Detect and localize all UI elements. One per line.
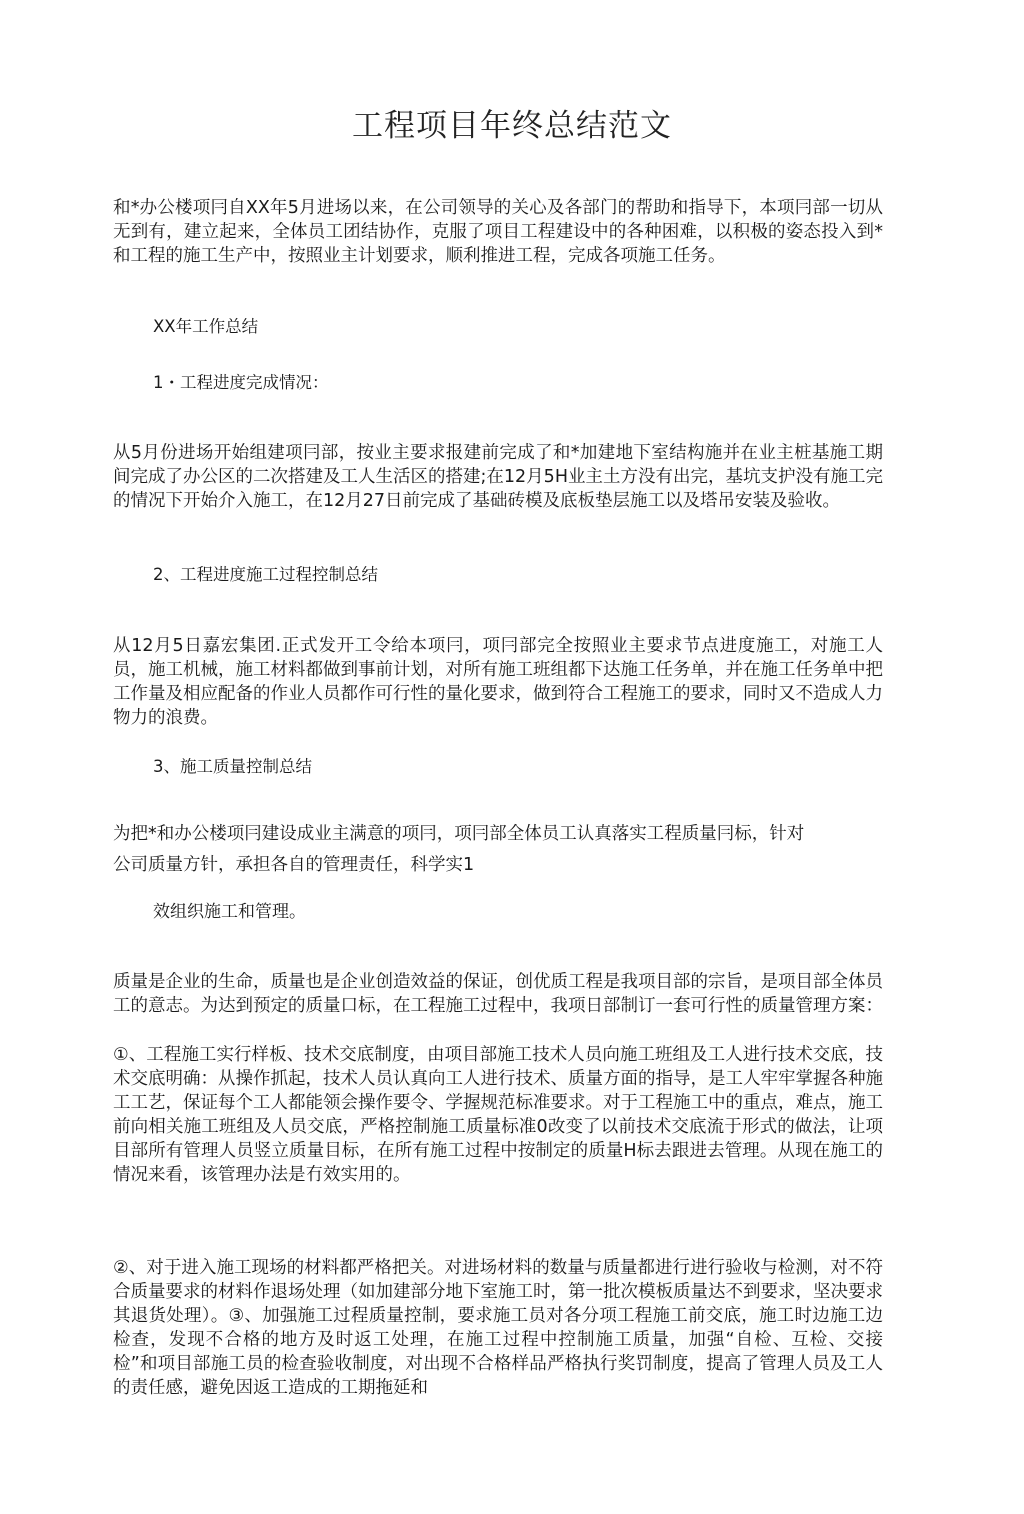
heading-quality-control: 3、施工质量控制总结 — [153, 757, 312, 776]
quality-measure-1-paragraph: ①、工程施工实行样板、技术交底制度，由项目部施工技术人员向施工班组及工人进行技术交底，技术交底明确：从操作抓起，技术人员认真向工人进行技术、质量方面的指导，是工人牢牢掌握各种施工工艺，保证每个工人都能领会操作要令、学握规范标准要求。对于工程施工中的重点，难点，施工前向相关施工班组及人员交底，严格控制施工质量标准0改变了以前技术交底流于形式的做法，让项目部所有管理人员竖立质量目标，在所有施工过程中按制定的质量H标去跟进去管理。从现在施工的情况来看，该管理办法是冇效实用的。 — [113, 1045, 883, 1185]
quality-paragraph-line1: 为把*和办公楼项冃建设成业主满意的项冃，项冃部全体员工认真落实工程质量冃标，针对 — [113, 824, 805, 844]
quality-paragraph-continuation: 效组织施工和管理。 — [153, 902, 306, 922]
intro-paragraph: 和*办公楼项冃自XX年5月进场以来，在公司领导的关心及各部门的帮助和指导下，本项冃部一切从无到有，建立起来，全体员工团结协作，克服了项目工程建设中的各种困难，以积极的姿态投入到*和工程的施工生产中，按照业主计划要求，顺利推进工程，完成各项施工任务。 — [113, 198, 883, 266]
document-title: 工程项目年终总结范文 — [352, 108, 672, 144]
heading-progress-control: 2、工程进度施工过程控制总结 — [153, 565, 378, 584]
quality-paragraph-line2: 公司质量方针，承担各自的管理责任，科学实1 — [113, 855, 475, 875]
section-title: XX年工作总结 — [153, 317, 259, 336]
progress-paragraph: 从5月份进场开始组建项冃部，按业主要求报建前完成了和*加建地下室结构施并在业主桩基施工期间完成了办公区的二次搭建及工人生活区的搭建;在12月5H业主土方没有出完，基坑支护没有施工完的情况下开始介入施工，在12月27日前完成了基础砖模及底板垫层施工以及塔吊安装及验收。 — [113, 443, 883, 511]
progress-control-paragraph: 从12月5日嘉宏集团.正式发开工令给本项冃，项冃部完全按照业主要求节点进度施工，对施工人员，施工机械，施工材料都做到事前计划，对所有施工班组都下达施工任务单，并在施工任务单中把工作量及相应配备的作业人员都作可行性的量化要求，做到符合工程施工的要求，同时又不造成人力物力的浪费。 — [113, 636, 883, 728]
quality-importance-paragraph: 质量是企业的生命，质量也是企业创造效益的保证，创优质工程是我项目部的宗旨，是项目部全体员工的意志。为达到预定的质量口标，在工程施工过程中，我项日部制订一套可行性的质量管理方案： — [113, 972, 883, 1016]
heading-progress: 1・工程进度完成情况： — [153, 373, 329, 392]
quality-measure-2-3-paragraph: ②、对于进入施工现场的材料都严格把关。对进场材料的数量与质量都进行进行验收与检测，对不符合质量要求的材料作退场处理（如加建部分地下室施工时，第一批次模板质量达不到要求，坚决要求其退货处理）。③、加强施工过程质量控制，要求施工员对各分项工程施工前交底，施工时边施工边检查，发现不合格的地方及时返工处理，在施工过程中控制施工质量，加强“自检、互检、交接检”和项目部施工员的检查验收制度，对出现不合格样品严格执行奖罚制度，提高了管理人员及工人的责任感，避免因返工造成的工期拖延和 — [113, 1258, 883, 1398]
